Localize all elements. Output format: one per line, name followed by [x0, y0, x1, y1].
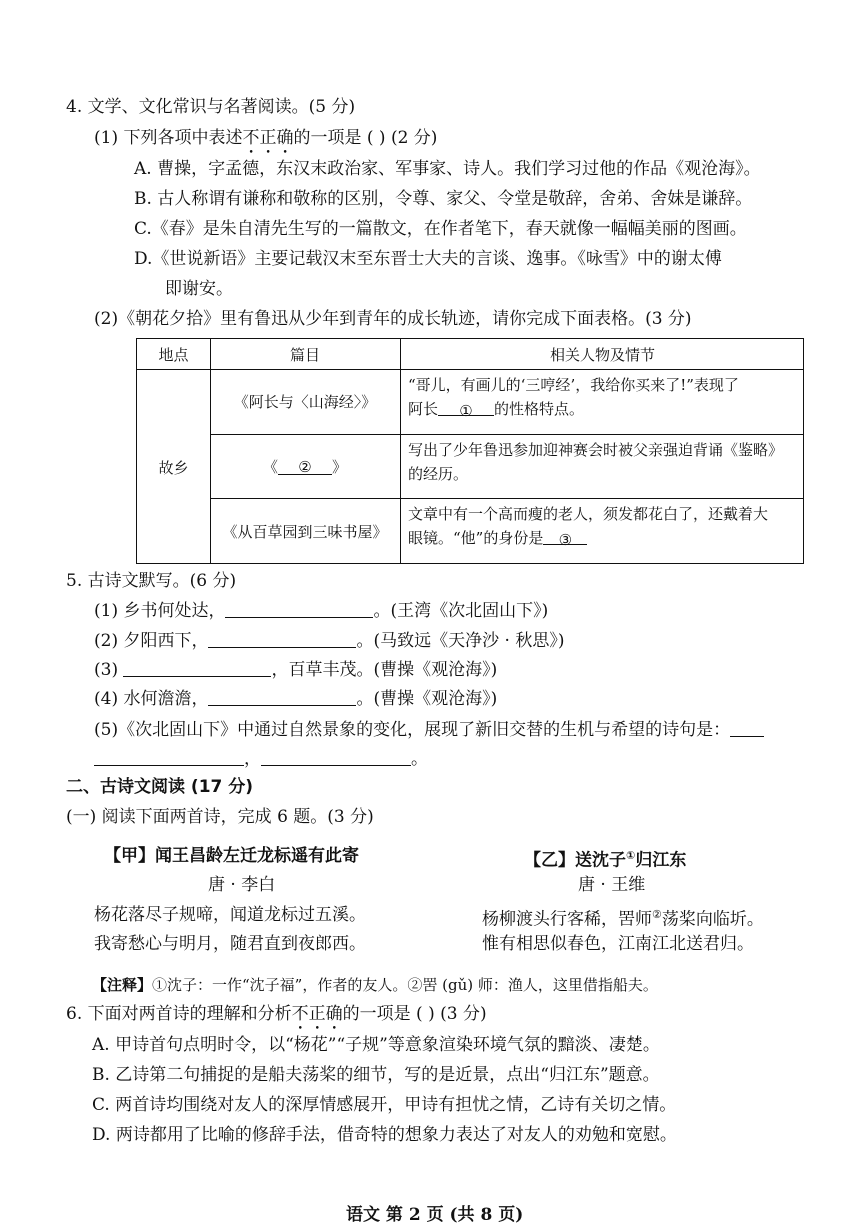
poem-b-note2-mark: ② [652, 908, 662, 921]
table-row1-title: 《阿长与〈山海经〉》 [233, 393, 377, 411]
row1-plot-a: “哥儿，有画儿的‘三哼经’，我给你买来了!”表现了 [408, 376, 739, 394]
q5-l1-source: 。(王湾《次北固山下》) [373, 601, 549, 621]
q6-emphasis: 不正确 [291, 1004, 343, 1024]
table-row2-title [210, 434, 400, 498]
table-row2-plot: 写出了少年鲁迅参加迎神赛会时被父亲强迫背诵《鉴略》的经历。 [408, 441, 784, 483]
q6-option-b: B. 乙诗第二句捕捉的是船夫荡桨的细节，写的是近景，点出“归江东”题意。 [92, 1065, 660, 1085]
table-header-title: 篇目 [289, 345, 320, 364]
notes-label: 【注释】 [92, 976, 153, 994]
q5-line1 [94, 600, 548, 622]
table-header-place: 地点 [158, 345, 189, 364]
chaohua-table [136, 338, 804, 564]
q5-line3 [94, 659, 497, 681]
poem-b-title-b: 归江东 [635, 850, 687, 871]
poem-a-title: 【甲】闻王昌龄左迁龙标遥有此寄 [104, 846, 359, 866]
table-row3-title: 《从百草园到三味书屋》 [222, 523, 388, 541]
q6-stem-a: 6. 下面对两首诗的理解和分析 [66, 1004, 292, 1024]
q5-line2 [94, 630, 564, 652]
row1-plot-c: 的性格特点。 [494, 400, 585, 418]
q6-stem [66, 1003, 487, 1034]
row3-plot-b: 眼镜。“他”的身份是 [408, 529, 544, 547]
poem-b-title-a: 【乙】送沈子 [524, 850, 626, 871]
table-row3-plot [400, 498, 805, 565]
q4-p1-prefix: (1) 下列各项中表述 [94, 128, 243, 148]
q5-l5-blank-a[interactable] [94, 749, 244, 766]
poem-b-line1 [482, 904, 764, 931]
q5-l3-source: ，百草丰茂。(曹操《观沧海》) [271, 660, 498, 680]
poem-b-note-mark: ① [626, 849, 636, 862]
q4-p1-emphasis: 不正确 [242, 128, 294, 148]
q4-title: 4. 文学、文化常识与名著阅读。(5 分) [66, 97, 356, 117]
poem-a-author: 唐 · 李白 [208, 875, 276, 895]
q5-line4 [94, 688, 497, 710]
poem-b-author: 唐 · 王维 [578, 875, 646, 895]
q4-option-d-line2: 即谢安。 [165, 279, 233, 299]
q6-option-d: D. 两诗都用了比喻的修辞手法，借奇特的想象力表达了对友人的劝勉和宽慰。 [92, 1125, 677, 1145]
row3-answer-blank[interactable]: ③ [543, 528, 587, 545]
q5-l2-text: (2) 夕阳西下， [94, 631, 209, 651]
q5-l3-text: (3) [94, 660, 124, 680]
q5-l2-source: 。(马致远《天净沙 · 秋思》) [356, 631, 565, 651]
row1-plot-b: 阿长 [408, 400, 439, 418]
row3-plot-a: 文章中有一个高而瘦的老人，须发都花白了，还戴着大 [408, 505, 769, 523]
q5-l5-blank-start[interactable] [730, 720, 764, 737]
q5-l5-period: 。 [411, 749, 428, 769]
q4-part1-stem [94, 127, 437, 158]
q6-option-a: A. 甲诗首句点明时令，以“杨花”“子规”等意象渲染环境气氛的黯淡、凄楚。 [92, 1035, 660, 1055]
q5-line5 [94, 719, 764, 741]
poem-b-l1b: 荡桨向临圻。 [661, 909, 764, 930]
q5-line5-cont [94, 748, 428, 770]
table-row1-plot [400, 369, 805, 434]
q6-stem-b: 的一项是 ( ) (3 分) [342, 1004, 487, 1024]
q5-l5-comma: ， [244, 749, 261, 769]
q5-l1-blank[interactable] [225, 601, 373, 618]
poem-notes [92, 974, 658, 996]
row1-answer-blank[interactable]: ① [438, 399, 494, 416]
table-header-plot: 相关人物及情节 [549, 345, 655, 364]
q6-option-c: C. 两首诗均围绕对友人的深厚情感展开，甲诗有担忧之情，乙诗有关切之情。 [92, 1095, 677, 1115]
q4-option-a: A. 曹操，字孟德，东汉末政治家、军事家、诗人。我们学习过他的作品《观沧海》。 [134, 159, 761, 179]
q4-p1-suffix: 的一项是 ( ) (2 分) [293, 128, 438, 148]
row2-close: 》 [332, 457, 348, 476]
q5-l4-source: 。(曹操《观沧海》) [356, 689, 498, 709]
section2-sub1: (一) 阅读下面两首诗，完成 6 题。(3 分) [66, 807, 374, 827]
row2-open: 《 [262, 457, 278, 476]
q5-l4-blank[interactable] [208, 689, 356, 706]
q4-option-d-line1: D.《世说新语》主要记载汉末至东晋士大夫的言谈、逸事。《咏雪》中的谢太傅 [134, 249, 722, 269]
poem-a-line2: 我寄愁心与明月，随君直到夜郎西。 [94, 934, 366, 954]
q5-l5-text: (5)《次北固山下》中通过自然景象的变化，展现了新旧交替的生机与希望的诗句是： [94, 720, 731, 740]
row2-answer-blank[interactable]: ② [278, 458, 332, 475]
q5-l2-blank[interactable] [208, 631, 356, 648]
notes-text: ①沈子：一作“沈子福”，作者的友人。②罟 (gǔ) 师：渔人，这里借指船夫。 [152, 976, 658, 994]
poem-b-l1a: 杨柳渡头行客稀，罟师 [482, 909, 652, 930]
q5-l5-blank-b[interactable] [261, 749, 411, 766]
q5-l1-text: (1) 乡书何处达， [94, 601, 226, 621]
poem-b-title [524, 845, 686, 872]
q5-l3-blank[interactable] [123, 660, 271, 677]
q5-l4-text: (4) 水何澹澹， [94, 689, 209, 709]
page-footer: 语文 第 2 页 (共 8 页) [346, 1205, 524, 1225]
q4-part2-stem: (2)《朝花夕拾》里有鲁迅从少年到青年的成长轨迹，请你完成下面表格。(3 分) [94, 309, 692, 329]
poem-b-line2: 惟有相思似春色，江南江北送君归。 [482, 934, 754, 954]
q4-option-b: B. 古人称谓有谦称和敬称的区别，令尊、家父、令堂是敬辞，舍弟、舍妹是谦辞。 [134, 189, 753, 209]
poem-a-line1: 杨花落尽子规啼，闻道龙标过五溪。 [94, 905, 366, 925]
section2-title: 二、古诗文阅读 (17 分) [66, 777, 254, 797]
table-place-hometown: 故乡 [158, 458, 189, 477]
q5-title: 5. 古诗文默写。(6 分) [66, 571, 237, 591]
q4-option-c: C.《春》是朱自清先生写的一篇散文，在作者笔下，春天就像一幅幅美丽的图画。 [134, 219, 747, 239]
